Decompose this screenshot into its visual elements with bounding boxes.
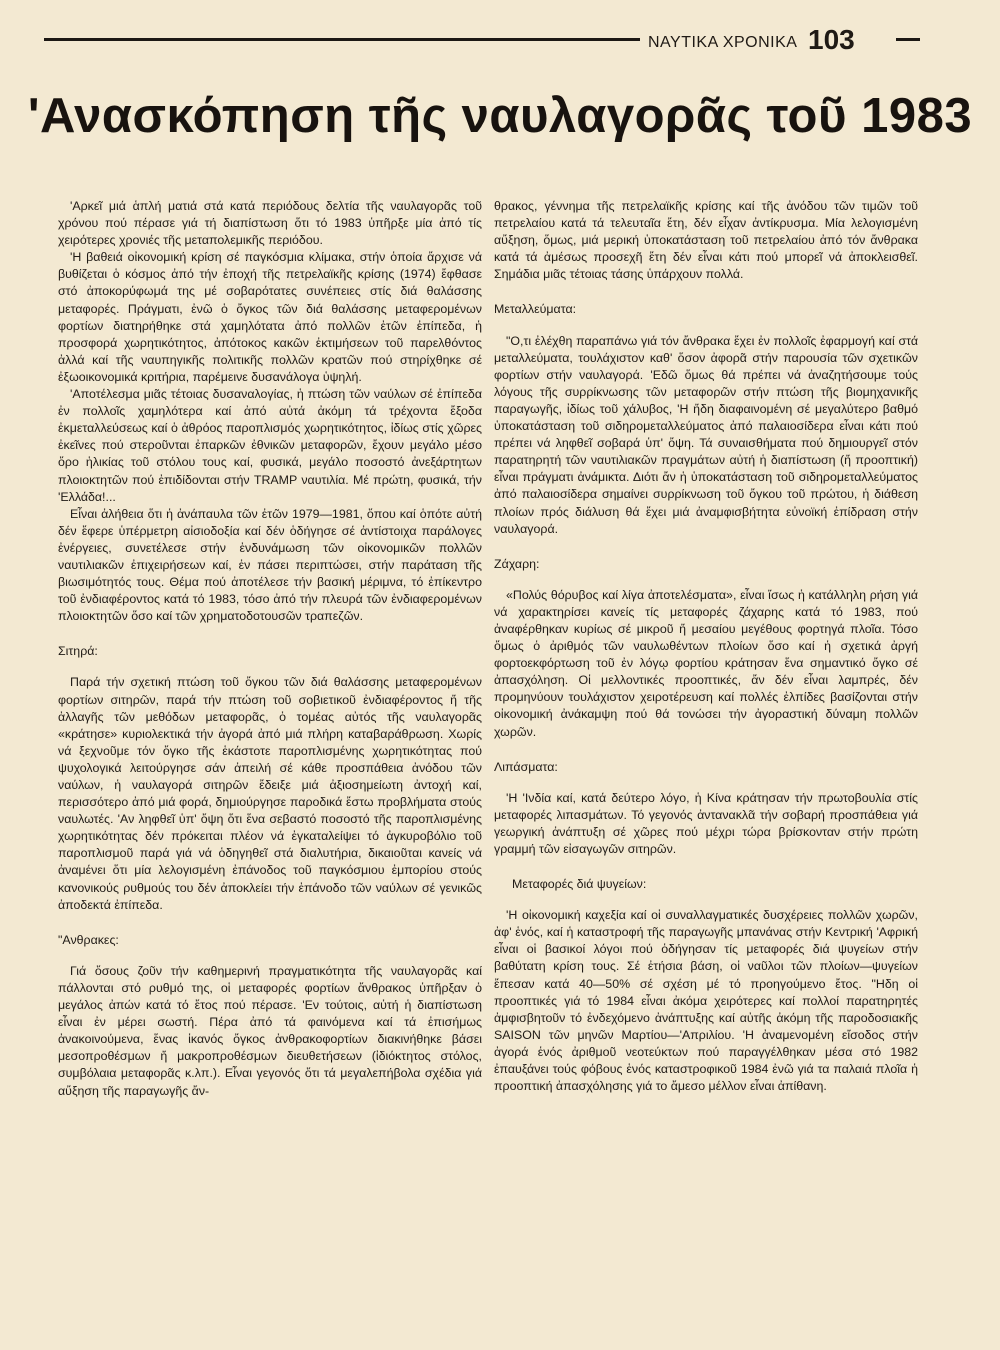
section-heading-reefers: Μεταφορές διά ψυγείων:	[512, 877, 647, 892]
magazine-name: ΝΑΥΤΙΚΑ ΧΡΟΝΙΚΑ	[648, 34, 798, 51]
section-paragraph: Παρά τήν σχετική πτώση τοῦ ὄγκου τῶν διά θαλάσσης μεταφερομένων φορτίων σιτηρῶν, παρά τήν πτώση τοῦ σοβιετικοῦ ἐνδιαφέροντος ἤ τῆς ἀλλαγῆς τῶν μεθόδων μεταφορᾶς, ὁ τομέας αὐτός τῆς ναυλαγορᾶς «κράτησε» κυριολεκτικά τήν ἀγορά ἀπό μιά πλήρη καταβαράθρωση. Χωρίς νά ξεχνοῦμε τόν ὄγκο τῆς ἑκάστοτε παροπλισμένης χωρητικότητας πού ψυχολογικά λειτούργησε σάν ἀπειλή σέ κάθε προσπάθεια ἀνόδου τῶν ναύλων, ἡ ναυλαγορά σιτηρῶν ἔδειξε μιά ἀξιοσημείωτη ἀντοχή καί, περισσότερο ἀπό μιά φορά, δημιούργησε παροδικά ἔστω προβλήματα στούς ναυλωτές. 'Αν ληφθεῖ ὑπ' ὄψη ὅτι ἕνα σεβαστό ποσοστό τῆς παροπλισμένης χωρητικότητας δέν πρόκειται πλέον νά ἐγκαταλείψει τό ἀγκυροβόλιο τοῦ παροπλισμοῦ παρά γιά νά ὁδηγηθεῖ στά διαλυτήρια, δικαιοῦται κανείς νά ἀναμένει ὅτι μία λελογισμένη ἐπάνοδος τοῦ παγκόσμιου ἐμπορίου στούς κανονικούς ρυθμούς του δέν ἀποκλείει τήν ἐπάνοδο τῶν ναύλων σέ γενικῶς ἀποδεκτά ἐπίπεδα.	[58, 675, 482, 912]
intro-paragraph: 'Αρκεῖ μιά ἁπλή ματιά στά κατά περιόδους δελτία τῆς ναυλαγορᾶς τοῦ χρόνου πού πέρασε γιά τή διαπίστωση ὅτι τό 1983 ὑπῆρξε μία ἀπό τίς χειρότερες χρονιές τῆς μεταπολεμικῆς περιόδου.	[58, 199, 482, 248]
right-column	[494, 198, 918, 1095]
section-heading-fertilizers: Λιπάσματα:	[494, 759, 558, 774]
intro-paragraph: Εἶναι ἀλήθεια ὅτι ἡ ἀνάπαυλα τῶν ἐτῶν 1979—1981, ὅπου καί ὁπότε αὐτή δέν ἔφερε ὑπέρμετρη αἰσιοδοξία καί δέν ὁδήγησε σέ ἀντίστοιχα παράλογες ἐνέργειες, συνετέλεσε στήν ἐνδυνάμωση τῶν οἰκονομικῶν πολλῶν ναυτιλιακῶν ἐπιχειρήσεων καί, ἐν πάσει περιπτώσει, στήν παράταση τῆς βιωσιμότητός τους. Θέμα πού ἀποτέλεσε τήν βασική μέριμνα, τό ἐπίκεντρο τοῦ ἐνδιαφέροντος κατά τό 1983, τόσο ἀπό τήν πλευρά τῶν ἐνδιαφερομένων πλοιοκτητῶν ὅσο καί τῶν χρηματοδοτουσῶν τραπεζῶν.	[58, 506, 482, 624]
section-paragraph: "Ο,τι ἐλέχθη παραπάνω γιά τόν ἄνθρακα ἔχει ἐν πολλοῖς ἐφαρμογή καί στά μεταλλεύματα, τουλάχιστον καθ' ὅσον ἀφορᾶ στήν παρουσία τῶν σχετικῶν φορτίων στήν ναυλαγορά. 'Εδῶ ὅμως θά πρέπει νά ἀναζητήσουμε τούς λόγους τῆς συρρίκνωσης τῶν μεταφορῶν στήν πτώση τῆς βιομηχανικῆς παραγωγῆς, ἰδίως τοῦ χάλυβος, 'Η ἤδη διαφαινομένη σέ μεγαλύτερο βαθμό ὑποκατάσταση τοῦ σιδηρομεταλλεύματος ἀπό παλαιοσίδερα εἶναι κάτι πού πρέπει νά ληφθεῖ σοβαρά ὑπ' ὄψη. Τά συναισθήματα πού δημιουργεῖ στόν παρατηρητή τῶν ναυτιλιακῶν πραγμάτων αὐτή ἡ διαπίστωση (ἤ προοπτική) εἶναι πράγματι ἀνάμικτα. Διότι ἄν ἡ ὑποκατάσταση τοῦ σιδηρομεταλλεύματος ἀπό παλαιοσίδερα σημαίνει συρρίκνωση τοῦ ὄγκου τοῦ πρώτου, ἡ διάθεση πλοίων πρός διάλυση θά ἔχει μιά ἀναμφισβήτητα εὐνοϊκή ἐπίδραση στήν ναυλαγορά.	[494, 333, 918, 536]
section-paragraph: «Πολύς θόρυβος καί λίγα ἀποτελέσματα», εἶναι ἴσως ἡ κατάλληλη ρήση γιά νά χαρακτηρίσει κανείς τίς μεταφορές ζάχαρης κατά τό 1983, πού ἀναφέρθηκαν κυρίως σέ μικροῦ ἤ μεσαίου μεγέθους φορτηγά πλοῖα. Τόσο ὅμως ὁ ἀριθμός τῶν ναυλωθέντων πλοίων ὅσο καί ἡ σχετικά ἀργή φορτοεκφόρτωση τοῦ ἐν λόγῳ φορτίου κράτησαν ἕνα σημαντικό ὄγκο σέ ἀπασχόληση. Οἱ μελλοντικές προοπτικές, ἄν δέν εἶναι λαμπρές, δέν προμηνύουν τουλάχιστον χειροτέρευση καί πολλές ἐλπίδες βασίζονται στήν οἰκονομική ἀνάκαμψη πού θά τονώσει τήν ἀγοραστική δύναμη πολλῶν χωρῶν.	[494, 587, 918, 739]
section-heading-ores: Μεταλλεύματα:	[494, 302, 577, 317]
section-paragraph: 'Η οἰκονομική καχεξία καί οἱ συναλλαγματικές δυσχέρειες πολλῶν χωρῶν, ἀφ' ἑνός, καί ἡ καταστροφή τῆς παραγωγῆς μπανάνας στήν Κεντρική 'Αφρική εἶναι οἱ βασικοί λόγοι πού ὁδήγησαν τίς μεταφορές διά ψυγείων στήν βαθύτατη κρίση τους. Σέ ἐτήσια βάση, οἱ ναῦλοι τῶν πλοίων—ψυγείων ἔπεσαν κατά 40—50% σέ σχέση μέ τό προηγούμενο ἔτος. "Ηδη οἱ προοπτικές γιά τό 1984 εἶναι ἀκόμα χειρότερες καί πολλοί παρατηρητές ἀμφισβητοῦν τό ἐνδεχόμενο ἀνάπτυξης καί αὐτῆς ἀκόμη τῆς παροδοσιακῆς SAISON τῶν μηνῶν Μαρτίου—'Απριλίου. 'Η ἀναμενομένη εἴσοδος στήν ἀγορά ἑνός ἀριθμοῦ νεοτεύκτων πού παραγγέλθηκαν μέσα στό 1982 ἐπαυξάνει τούς φόβους ἑνός καταστροφικοῦ 1984 ἐνῶ γιά τα παλαιά πλοῖα ἡ προοπτική ἀπασχόλησης γιά το ἄμεσο μέλλον εἶναι ἀπίθανη.	[494, 908, 918, 1094]
section-heading-grains: Σιτηρά:	[58, 644, 98, 659]
section-paragraph: 'Η 'Ινδία καί, κατά δεύτερο λόγο, ἡ Κίνα κράτησαν τήν πρωτοβουλία στίς μεταφορές λιπασμάτων. Τό γεγονός ἀντανακλᾶ τήν σοβαρή προσπάθεια γιά γεωργική ἀνάπτυξη σέ χῶρες πού μέχρι τώρα βρίσκονταν στήν πρώτη γραμμή τῶν εἰσαγωγῶν σιτηρῶν.	[494, 790, 918, 856]
section-paragraph: Γιά ὅσους ζοῦν τήν καθημερινή πραγματικότητα τῆς ναυλαγορᾶς καί πάλλονται στό ρυθμό της, οἱ μεταφορές φορτίων ἄνθρακος ὑπῆρξαν ὁ μεγάλος ἀπών κατά τό ἔτος πού πέρασε. 'Εν τούτοις, αὐτή ἡ διαπίστωση εἶναι ἐν μέρει σωστή. Πέρα ἀπό τά φαινόμενα καί τά ἐπισήμως ἀνακοινούμενα, ἕνας ἱκανός ὄγκος ἀνθρακοφορτίων διακινήθηκε βάσει μεσοπροθέσμων ἤ μακροπροθέσμων διευθετήσεων (ἰδιόκτητος στόλος, συμβόλαια μεταφορᾶς κ.λπ.). Εἶναι γεγονός ὅτι τά μεγαλεπήβολα σχέδια γιά αὔξηση τῆς παραγωγῆς ἄν-	[58, 963, 482, 1098]
left-column	[58, 198, 482, 1100]
header-rule-left	[44, 38, 640, 41]
section-heading-sugar: Ζάχαρη:	[494, 556, 540, 571]
page-header	[44, 24, 920, 64]
continuation-paragraph: θρακος, γέννημα τῆς πετρελαϊκῆς κρίσης καί τῆς ἀνόδου τῶν τιμῶν τοῦ πετρελαίου κατά τά τελευταῖα ἔτη, δέν εἶχαν ἀντίκρυσμα. Μία λελογισμένη αὔξηση, ὅμως, μιά μερική ὑποκατάσταση τοῦ πετρελαίου ἀπό τόν ἄνθρακα κατά τά ἀμέσως προσεχῆ ἔτη δέν εἶναι κάτι πού μπορεῖ νά ἀποκλεισθεῖ. Σημάδια μιᾶς τέτοιας τάσης ὑπάρχουν πολλά.	[494, 199, 918, 282]
intro-paragraph: 'Η βαθειά οἰκονομική κρίση σέ παγκόσμια κλίμακα, στήν ὁποία ἄρχισε νά βυθίζεται ὁ κόσμος ἀπό τήν ἐποχή τῆς πετρελαϊκῆς κρίσης (1974) ἔφθασε στό ἀποκορύφωμά της μέ σοβαρότατες συνέπειες στίς διά θαλάσσης μεταφορές. Πράγματι, ἐνῶ ὁ ὄγκος τῶν διά θαλάσσης μεταφερομένων φορτίων διατηρήθηκε στά χαμηλότατα ἀπό πολλῶν ἐτῶν ἐπίπεδα, ἡ προσφορά χωρητικότητος, ἀπότοκος κακῶν ἐκτιμήσεων τοῦ παρελθόντος ἀλλά καί τῆς ναυπηγικῆς πολιτικῆς πολλῶν κρατῶν πού στηρίχθηκε σέ ἐξωοικονομικά κριτήρια, παρέμεινε δυσανάλογα ὑψηλή.	[58, 250, 482, 384]
page-number: 103	[808, 24, 855, 55]
intro-paragraph: 'Αποτέλεσμα μιᾶς τέτοιας δυσαναλογίας, ἡ πτώση τῶν ναύλων σέ ἐπίπεδα ἐν πολλοῖς χαμηλότερα καί ἀπό αὐτά ἀκόμη τά τρέχοντα ἔξοδα ἐκμεταλλεύσεως καί ὁ ἀθρόος παροπλισμός χωρητικότητος, ἰδίως στίς χῶρες ἐκεῖνες πού στεροῦνται ἐπαρκῶν ἐθνικῶν μεταφορῶν, ἔχουν μεγάλο μέσο ὅρο ἡλικίας τοῦ στόλου τους καί, φυσικά, μεγάλο ποσοστό ἀνεξάρτητων πλοιοκτητῶν πού ἐπιδίδονται στήν TRAMP ναυτιλία. Μέ πρώτη, φυσικά, τήν 'Ελλάδα!...	[58, 387, 482, 504]
header-rule-right	[896, 38, 920, 41]
section-heading-coal: "Ανθρακες:	[58, 932, 119, 947]
article-title: 'Ανασκόπηση τῆς ναυλαγορᾶς τοῦ 1983	[27, 89, 973, 143]
